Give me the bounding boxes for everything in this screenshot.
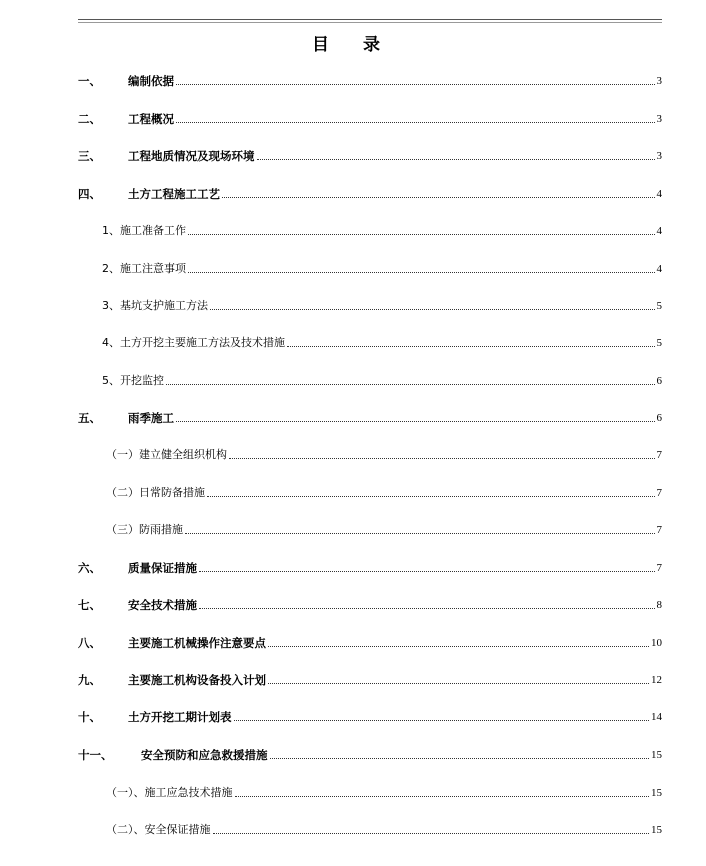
dot-leader (166, 384, 655, 385)
dot-leader (235, 796, 650, 797)
entry-label: 工程地质情况及现场环境 (128, 149, 255, 163)
dot-leader (199, 571, 655, 572)
dot-leader (188, 234, 655, 235)
entry-page: 6 (656, 375, 662, 387)
toc-title: 目 录 (312, 35, 394, 55)
toc-subentry[interactable] (78, 521, 662, 537)
toc-subentry[interactable] (78, 372, 662, 388)
toc-subentry[interactable] (78, 446, 662, 462)
entry-page: 14 (651, 711, 662, 723)
dot-leader (176, 421, 655, 422)
entry-page: 10 (651, 637, 662, 649)
entry-label: （二）、安全保证措施 (106, 823, 211, 836)
entry-number: 九、 (78, 673, 101, 687)
entry-number: 十一、 (78, 748, 113, 762)
entry-label: 质量保证措施 (128, 561, 197, 575)
toc-entry[interactable] (78, 185, 662, 201)
entry-label: （二）日常防备措施 (106, 486, 205, 499)
toc-subentry[interactable] (78, 334, 662, 350)
entry-label: 编制依据 (128, 74, 174, 88)
entry-label: 5、开挖监控 (102, 374, 164, 387)
entry-page: 7 (656, 524, 662, 536)
toc-entry[interactable] (78, 559, 662, 575)
dot-leader (188, 272, 655, 273)
entry-number: 五、 (78, 411, 101, 425)
entry-number: 四、 (78, 187, 101, 201)
entry-label: （三）防雨措施 (106, 523, 183, 536)
entry-label: 主要施工机构设备投入计划 (128, 673, 266, 687)
entry-label: 安全预防和应急救援措施 (141, 748, 268, 762)
entry-page: 3 (656, 150, 662, 162)
toc-subentry[interactable] (78, 222, 662, 238)
toc-subentry[interactable] (78, 260, 662, 276)
entry-page: 5 (656, 300, 662, 312)
entry-number: 七、 (78, 598, 101, 612)
dot-leader (207, 496, 655, 497)
entry-page: 12 (651, 674, 662, 686)
dot-leader (257, 159, 655, 160)
entry-label: 3、基坑支护施工方法 (102, 299, 208, 312)
entry-label: 雨季施工 (128, 411, 174, 425)
entry-page: 4 (656, 225, 662, 237)
toc-subentry[interactable] (78, 484, 662, 500)
toc-entry[interactable] (78, 72, 662, 88)
dot-leader (268, 683, 649, 684)
dot-leader (176, 122, 655, 123)
toc-entry[interactable] (78, 110, 662, 126)
entry-page: 15 (651, 749, 662, 761)
entry-label: 安全技术措施 (128, 598, 197, 612)
entry-label: 土方开挖工期计划表 (128, 710, 232, 724)
entry-label: 4、土方开挖主要施工方法及技术措施 (102, 336, 285, 349)
entry-page: 15 (651, 824, 662, 836)
dot-leader (210, 309, 655, 310)
entry-page: 8 (656, 599, 662, 611)
dot-leader (213, 833, 650, 834)
entry-label: 2、施工注意事项 (102, 262, 186, 275)
dot-leader (222, 197, 655, 198)
entry-page: 7 (656, 562, 662, 574)
entry-label: 工程概况 (128, 112, 174, 126)
entry-label: 土方工程施工工艺 (128, 187, 220, 201)
entry-page: 7 (656, 449, 662, 461)
entry-number: 三、 (78, 149, 101, 163)
entry-number: 六、 (78, 561, 101, 575)
entry-page: 4 (656, 188, 662, 200)
dot-leader (199, 608, 655, 609)
dot-leader (229, 458, 655, 459)
toc-subentry[interactable] (78, 784, 662, 800)
entry-page: 15 (651, 787, 662, 799)
header-rule (78, 19, 662, 20)
dot-leader (176, 84, 655, 85)
toc-subentry[interactable] (78, 821, 662, 837)
dot-leader (185, 533, 655, 534)
entry-page: 7 (656, 487, 662, 499)
dot-leader (234, 720, 650, 721)
entry-number: 一、 (78, 74, 101, 88)
dot-leader (268, 646, 649, 647)
entry-page: 3 (656, 75, 662, 87)
entry-number: 十、 (78, 710, 101, 724)
toc-entry[interactable] (78, 147, 662, 163)
entry-label: （一）建立健全组织机构 (106, 448, 227, 461)
entry-page: 4 (656, 263, 662, 275)
header-rule-secondary (78, 22, 662, 23)
entry-page: 3 (656, 113, 662, 125)
dot-leader (270, 758, 650, 759)
toc-entry[interactable] (78, 634, 662, 650)
toc-entry[interactable] (78, 708, 662, 724)
toc-entry[interactable] (78, 671, 662, 687)
dot-leader (287, 346, 655, 347)
entry-page: 6 (656, 412, 662, 424)
toc-entry[interactable] (78, 409, 662, 425)
entry-page: 5 (656, 337, 662, 349)
toc-subentry[interactable] (78, 297, 662, 313)
entry-label: 1、施工准备工作 (102, 224, 186, 237)
entry-number: 二、 (78, 112, 101, 126)
entry-label: （一）、施工应急技术措施 (106, 786, 233, 799)
entry-number: 八、 (78, 636, 101, 650)
toc-entry[interactable] (78, 746, 662, 762)
entry-label: 主要施工机械操作注意要点 (128, 636, 266, 650)
toc-entry[interactable] (78, 596, 662, 612)
